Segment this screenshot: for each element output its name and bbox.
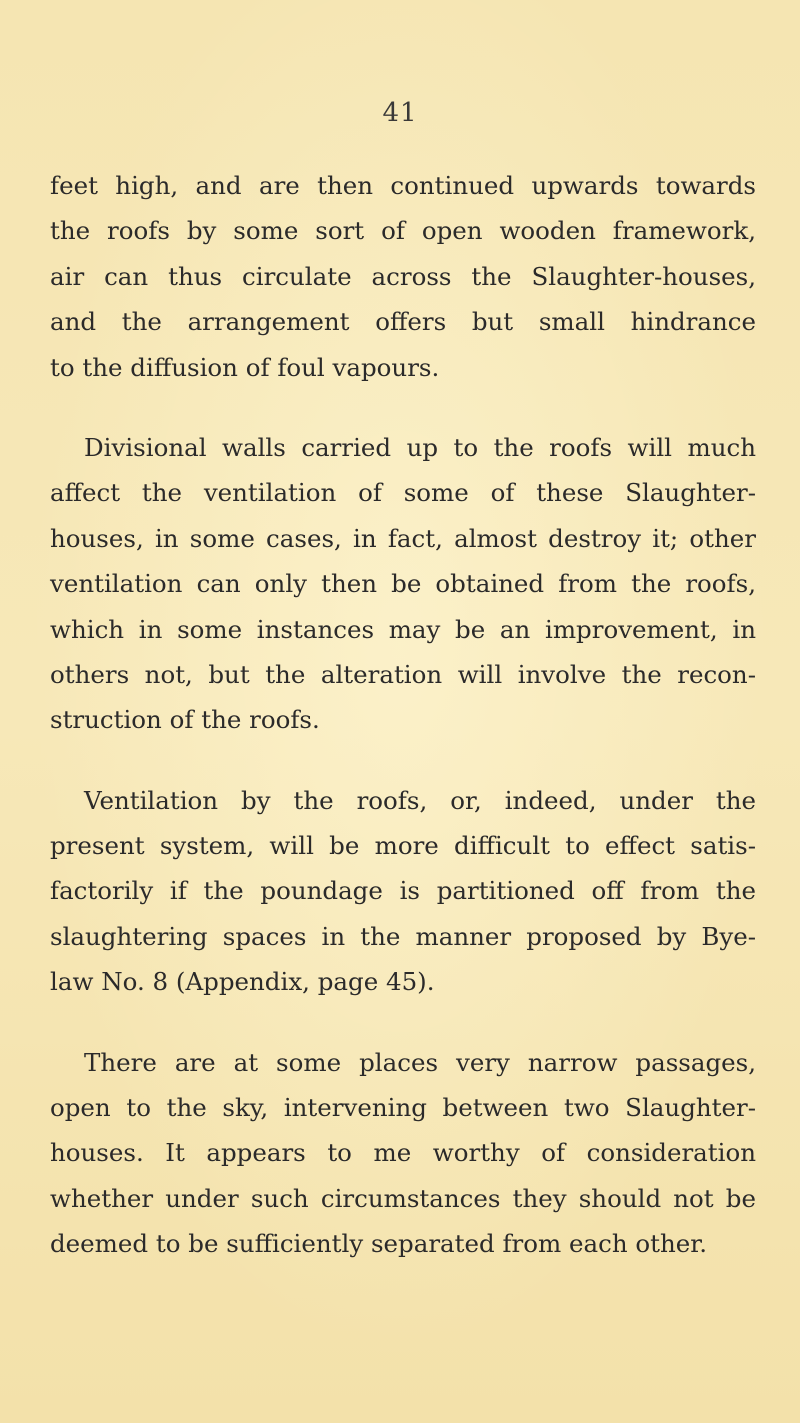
body-text bbox=[50, 163, 756, 1302]
text-line: houses. It appears to me worthy of consideration bbox=[50, 1138, 756, 1168]
text-line: deemed to be sufficiently separated from each other. bbox=[50, 1229, 708, 1259]
text-line: and the arrangement offers but small hindrance bbox=[50, 307, 756, 337]
text-line: Divisional walls carried up to the roofs will much bbox=[84, 432, 756, 462]
text-line: There are at some places very narrow passages, bbox=[84, 1047, 756, 1077]
text-line: the roofs by some sort of open wooden framework, bbox=[50, 216, 756, 246]
text-line: to the diffusion of foul vapours. bbox=[50, 352, 440, 382]
text-line: ventilation can only then be obtained from the roofs, bbox=[50, 569, 756, 599]
text-line: slaughtering spaces in the manner proposed by Bye- bbox=[50, 921, 756, 951]
text-line: feet high, and are then continued upwards towards bbox=[50, 171, 756, 200]
paragraph-3 bbox=[50, 778, 756, 1005]
text-line: factorily if the poundage is partitioned off from the bbox=[50, 876, 756, 906]
text-line: air can thus circulate across the Slaughter-houses, bbox=[50, 261, 756, 291]
text-line: others not, but the alteration will involve the recon- bbox=[50, 659, 756, 689]
text-line: law No. 8 (Appendix, page 45). bbox=[50, 967, 435, 997]
text-line: houses, in some cases, in fact, almost destroy it; other bbox=[50, 523, 756, 553]
text-line: open to the sky, intervening between two Slaughter- bbox=[50, 1093, 756, 1123]
paragraph-2 bbox=[50, 425, 756, 743]
text-line: present system, will be more difficult to effect satis- bbox=[50, 831, 756, 861]
text-line: struction of the roofs. bbox=[50, 705, 320, 735]
page-number: 41 bbox=[382, 98, 418, 128]
text-line: whether under such circumstances they should not be bbox=[50, 1183, 756, 1213]
paragraph-1 bbox=[50, 163, 756, 390]
paragraph-4 bbox=[50, 1040, 756, 1267]
text-line: which in some instances may be an improvement, in bbox=[50, 614, 756, 644]
text-line: affect the ventilation of some of these Slaughter- bbox=[50, 478, 756, 508]
text-line: Ventilation by the roofs, or, indeed, under the bbox=[84, 785, 756, 815]
